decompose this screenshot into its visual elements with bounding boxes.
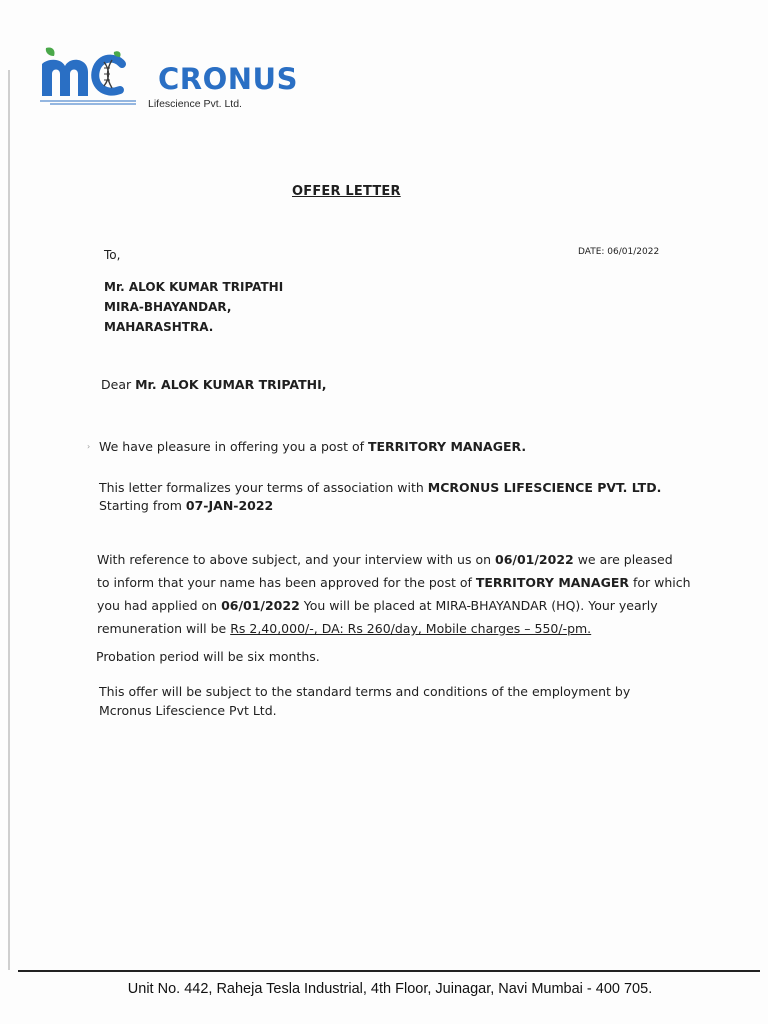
salutation xyxy=(101,374,327,395)
paragraph-offer xyxy=(99,436,526,457)
to-label: To, xyxy=(104,248,121,262)
reference-text-d: for which xyxy=(629,575,691,590)
reference-text-b: we are pleased xyxy=(573,552,673,567)
terms-line-2: Mcronus Lifescience Pvt Ltd. xyxy=(99,703,277,718)
logo-mark-icon xyxy=(40,44,160,106)
paragraph-probation: Probation period will be six months. xyxy=(96,649,320,664)
remuneration-details: Rs 2,40,000/-, DA: Rs 260/day, Mobile charges – 550/-pm. xyxy=(230,621,592,636)
page-edge-rule xyxy=(8,70,10,970)
interview-date: 06/01/2022 xyxy=(495,552,574,567)
reference-text-e: you had applied on xyxy=(97,598,222,613)
footer-divider xyxy=(18,970,760,972)
reference-text-c: to inform that your name has been approved for the post of xyxy=(97,575,476,590)
reference-post: TERRITORY MANAGER xyxy=(475,575,629,590)
association-company: MCRONUS LIFESCIENCE PVT. LTD. xyxy=(427,480,662,495)
association-text: This letter formalizes your terms of association with xyxy=(99,480,428,495)
logo-wordmark: CRONUS xyxy=(158,62,298,96)
terms-line-1: This offer will be subject to the standard terms and conditions of the employment by xyxy=(99,684,631,699)
logo-subtitle: Lifescience Pvt. Ltd. xyxy=(148,98,242,110)
salutation-name: Mr. ALOK KUMAR TRIPATHI, xyxy=(135,377,327,392)
paragraph-reference xyxy=(97,548,717,640)
salutation-prefix: Dear xyxy=(101,377,136,392)
company-logo xyxy=(40,44,298,112)
stray-mark: › xyxy=(87,442,91,451)
address-line-city: MIRA-BHAYANDAR, xyxy=(104,300,232,314)
reference-text-a: With reference to above subject, and your interview with us on xyxy=(97,552,495,567)
letter-title: OFFER LETTER xyxy=(292,184,401,199)
footer-address: Unit No. 442, Raheja Tesla Industrial, 4th Floor, Juinagar, Navi Mumbai - 400 705. xyxy=(127,981,653,997)
letter-date: DATE: 06/01/2022 xyxy=(578,247,660,257)
paragraph-association xyxy=(99,477,699,516)
applied-date: 06/01/2022 xyxy=(221,598,300,613)
start-date: 07-JAN-2022 xyxy=(185,498,274,513)
address-line-state: MAHARASHTRA. xyxy=(104,320,214,334)
address-line-name: Mr. ALOK KUMAR TRIPATHI xyxy=(104,280,284,294)
start-label: Starting from xyxy=(99,498,186,513)
paragraph-terms xyxy=(99,682,719,720)
reference-text-g: remuneration will be xyxy=(97,621,231,636)
offer-post: TERRITORY MANAGER. xyxy=(367,439,527,454)
reference-text-f: You will be placed at MIRA-BHAYANDAR (HQ). Your yearly xyxy=(299,598,658,613)
offer-text: We have pleasure in offering you a post of xyxy=(99,439,368,454)
